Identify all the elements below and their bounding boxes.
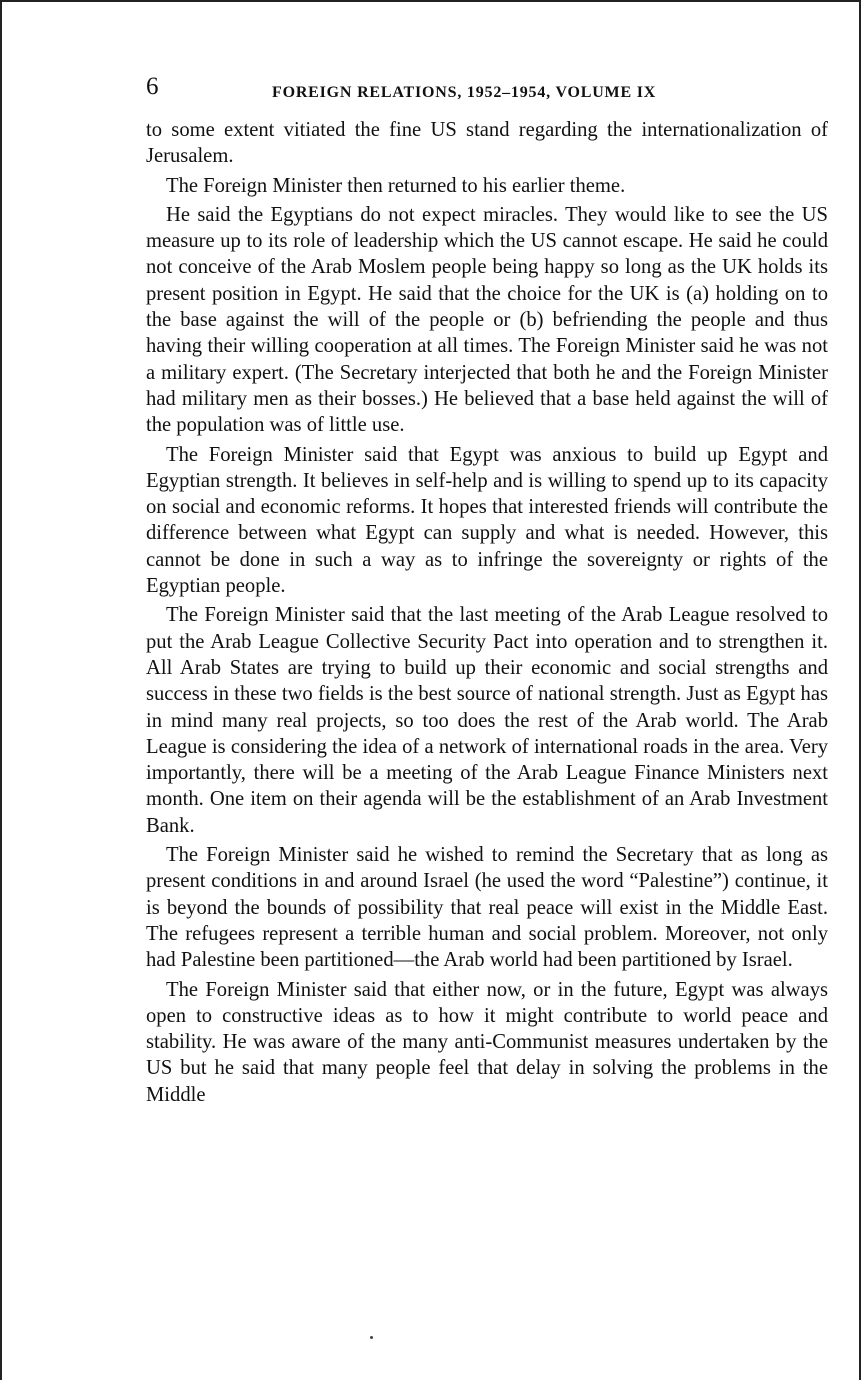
running-head: FOREIGN RELATIONS, 1952–1954, VOLUME IX xyxy=(272,84,657,101)
body-text xyxy=(146,117,828,1111)
paragraph: The Foreign Minister said that the last meeting of the Arab League resolved to put the Arab League Collective Security Pact into operation and to strengthen it. All Arab States are trying to build up their economic and social strengths and success in these two fields is the best source of national strength. Just as Egypt has in mind many real projects, so too does the rest of the Arab world. The Arab League is considering the idea of a network of international roads in the area. Very importantly, there will be a meeting of the Arab League Finance Ministers next month. One item on their agenda will be the establishment of an Arab Investment Bank. xyxy=(146,604,828,837)
scan-speck xyxy=(370,1336,373,1339)
paragraph: He said the Egyptians do not expect miracles. They would like to see the US measure up to its role of leadership which the US cannot escape. He said he could not conceive of the Arab Moslem people being happy so long as the UK holds its present position in Egypt. He said that the choice for the UK is (a) holding on to the base against the will of the people or (b) befriending the people and thus having their willing cooperation at all times. The Foreign Minister said he was not a military expert. (The Secretary interjected that both he and the Foreign Minister had military men as their bosses.) He believed that a base held against the will of the population was of little use. xyxy=(146,203,828,437)
paragraph: The Foreign Minister said he wished to remind the Secretary that as long as present conditions in and around Israel (he used the word “Palestine”) continue, it is beyond the bounds of possibility that real peace will exist in the Middle East. The refugees represent a terrible human and social problem. Moreover, not only had Palestine been partitioned—the Arab world had been partitioned by Israel. xyxy=(146,844,828,972)
paragraph: The Foreign Minister then returned to his earlier theme. xyxy=(166,174,626,197)
page-border-top xyxy=(0,0,861,2)
paragraph: The Foreign Minister said that Egypt was anxious to build up Egypt and Egyptian strength. It believes in self-help and is willing to spend up to its capacity on social and economic reforms. It hopes that interested friends will contribute the difference between what Egypt can supply and what is needed. However, this cannot be done in such a way as to infringe the sovereignty or rights of the Egyptian people. xyxy=(146,443,828,598)
page-border-left xyxy=(0,0,2,1380)
page-number: 6 xyxy=(146,73,159,100)
paragraph-continuation: to some extent vitiated the fine US stand regarding the internationalization of Jerusalem. xyxy=(146,119,828,168)
paragraph: The Foreign Minister said that either now, or in the future, Egypt was always open to constructive ideas as to how it might contribute to world peace and stability. He was aware of the many anti-Communist measures undertaken by the US but he said that many people feel that delay in solving the problems in the Middle xyxy=(146,978,828,1106)
